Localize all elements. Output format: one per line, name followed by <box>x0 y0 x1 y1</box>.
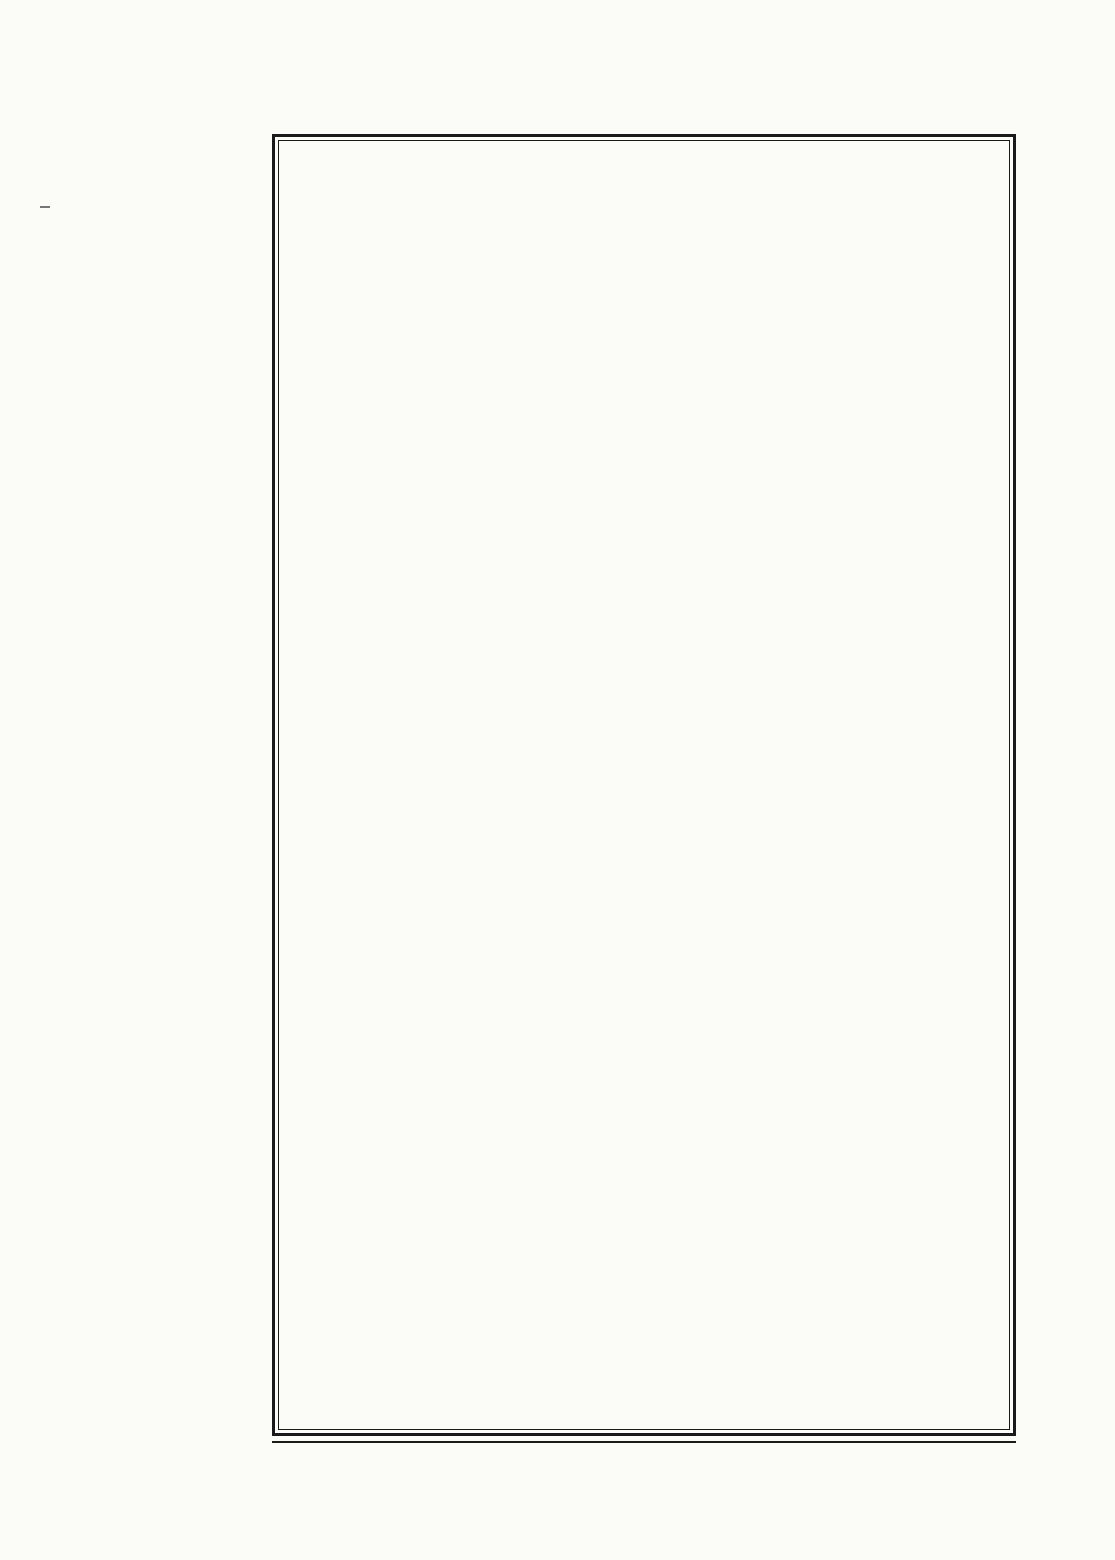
text-line <box>291 572 997 619</box>
text-line <box>291 243 997 290</box>
text-line <box>291 431 997 478</box>
text-line <box>291 149 997 196</box>
text-line <box>291 1324 997 1371</box>
text-line <box>291 290 997 337</box>
margin-mark <box>40 206 50 208</box>
text-line <box>291 1277 997 1324</box>
text-line <box>291 384 997 431</box>
text-line <box>291 948 997 995</box>
text-line <box>291 1089 997 1136</box>
text-frame-inner <box>278 140 1010 1430</box>
text-line <box>291 1371 997 1418</box>
text-line <box>291 1230 997 1277</box>
text-line <box>291 995 997 1042</box>
text-line <box>291 666 997 713</box>
text-line <box>291 1183 997 1230</box>
text-line <box>291 478 997 525</box>
text-line <box>291 713 997 760</box>
text-line <box>291 619 997 666</box>
text-line <box>291 337 997 384</box>
text-line <box>291 901 997 948</box>
text-line <box>291 1042 997 1089</box>
text-line <box>291 807 997 854</box>
text-line <box>291 1136 997 1183</box>
text-line <box>291 196 997 243</box>
text-line <box>291 760 997 807</box>
text-frame <box>272 134 1016 1436</box>
page-header <box>272 98 1016 134</box>
text-line <box>291 854 997 901</box>
bottom-rule <box>272 1441 1016 1443</box>
text-line <box>291 525 997 572</box>
